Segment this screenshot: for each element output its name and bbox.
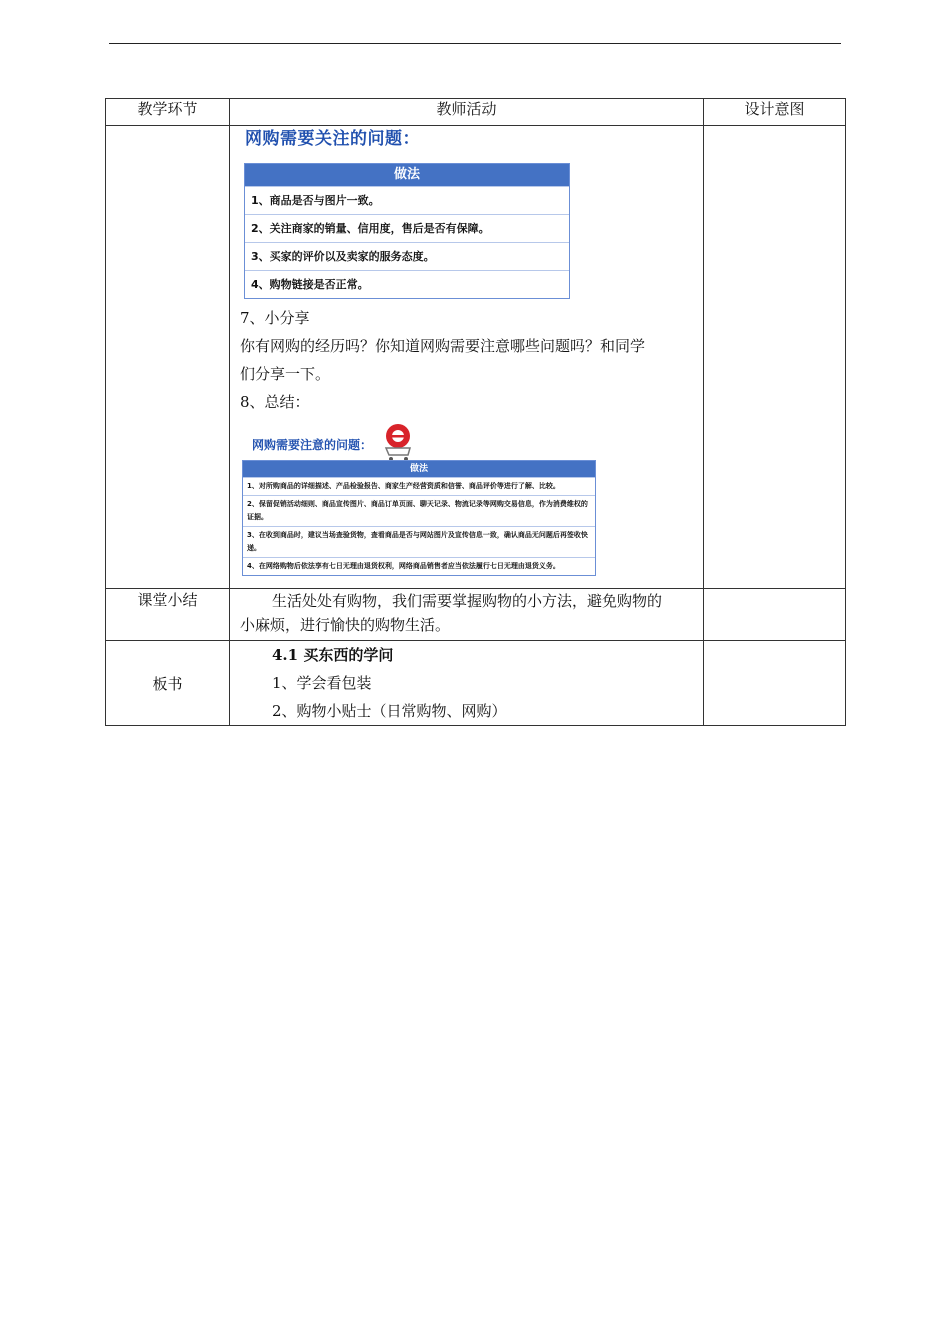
activity-cell [230, 126, 704, 589]
tips-table-2 [242, 460, 596, 576]
item7-title: 7、小分享 [240, 309, 310, 327]
tips-table-2-row: 2、保留促销活动细则、商品宣传图片、商品订单页面、聊天记录、物流记录等网购交易信息，作为消费维权的证据。 [243, 495, 595, 526]
header-intent: 设计意图 [704, 99, 846, 126]
shopping-cart-e-icon [380, 422, 416, 462]
tips-table-2-row: 1、对所购商品的详细描述、产品检验报告、商家生产经营资质和信誉、商品评价等进行了解、比较。 [243, 477, 595, 495]
board-intent-cell [704, 641, 846, 726]
summary-text-1: 生活处处有购物，我们需要掌握购物的小方法，避免购物的 [272, 592, 663, 610]
tips-table-1-row: 1、商品是否与图片一致。 [245, 186, 569, 214]
summary-text-2: 小麻烦，进行愉快的购物生活。 [240, 616, 451, 634]
summary-label: 课堂小结 [106, 589, 230, 641]
header-activity: 教师活动 [230, 99, 704, 126]
activity-stage-cell [106, 126, 230, 589]
board-item-1: 1、学会看包装 [272, 674, 372, 692]
tips-table-1 [244, 163, 570, 299]
summary-intent-cell [704, 589, 846, 641]
item7-text-2: 们分享一下。 [240, 365, 331, 383]
item8-title: 8、总结： [240, 393, 310, 411]
table-header-row [106, 99, 846, 126]
board-title: 4.1 买东西的学问 [272, 646, 394, 664]
header-rule [109, 43, 841, 44]
lesson-table [105, 98, 846, 726]
tips-image-1 [240, 128, 570, 304]
board-cell [230, 641, 704, 726]
tips-table-1-row: 4、购物链接是否正常。 [245, 270, 569, 298]
tips-table-2-head: 做法 [243, 461, 595, 477]
summary-row [106, 589, 846, 641]
board-label: 板书 [106, 641, 230, 726]
board-item-2: 2、购物小贴士（日常购物、网购） [272, 702, 507, 720]
board-row [106, 641, 846, 726]
header-stage: 教学环节 [106, 99, 230, 126]
tips-table-1-head: 做法 [245, 164, 569, 186]
tips-table-1-row: 2、关注商家的销量、信用度，售后是否有保障。 [245, 214, 569, 242]
tips-table-2-row: 3、在收到商品时，建议当场查验货物，查看商品是否与网站图片及宣传信息一致，确认商品无问题后再签收快递。 [243, 526, 595, 557]
tips-table-1-row: 3、买家的评价以及卖家的服务态度。 [245, 242, 569, 270]
tips-image-1-title: 网购需要关注的问题： [245, 129, 420, 149]
item7-text-1: 你有网购的经历吗？你知道网购需要注意哪些问题吗？和同学 [240, 337, 646, 355]
summary-cell [230, 589, 704, 641]
tips-image-2-title: 网购需要注意的问题： [252, 438, 373, 452]
tips-image-2 [240, 422, 600, 578]
activity-row [106, 126, 846, 589]
tips-table-2-row: 4、在网络购物后依法享有七日无理由退货权利，网络商品销售者应当依法履行七日无理由退货义务。 [243, 557, 595, 575]
activity-intent-cell [704, 126, 846, 589]
